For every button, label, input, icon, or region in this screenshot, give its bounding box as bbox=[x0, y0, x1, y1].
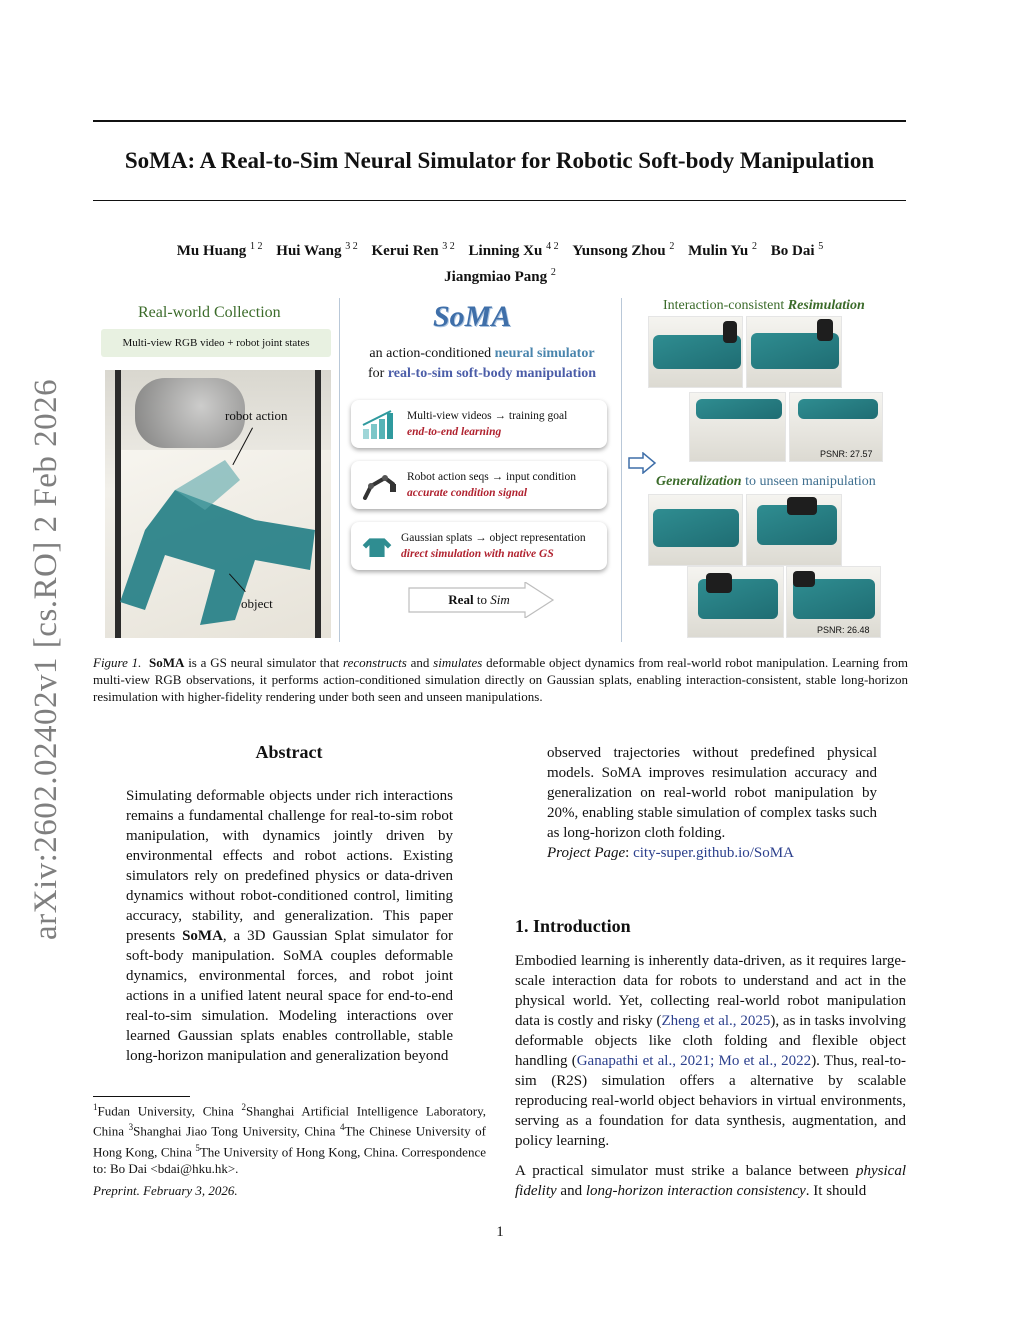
soma-logo: SoMA bbox=[433, 300, 512, 333]
general-frame-1 bbox=[648, 494, 743, 566]
author-name: Mu Huang $^{1 2}$ bbox=[176, 241, 263, 259]
author-name: Bo Dai $^5$ bbox=[770, 241, 824, 259]
abstract-body: Simulating deformable objects under rich interactions remains a fundamental challenge for real-to-sim robot manipulation, with dynamics jointly driven by environmental effects and robot actions. Existing simulators rely on predefined physics or data-driven dynamics without robot-conditioned control, limiting accuracy, stability, and generalization. This paper presents SoMA, a 3D Gaussian Splat simulator for soft-body manipulation. SoMA couples deformable dynamics, environmental forces, and robot joint actions in a unified latent neural space for end-to-end real-to-sim simulation. Modeling interactions over learned Gaussian splats enables controllable, stable long-horizon manipulation and generalization beyond bbox=[126, 788, 454, 1064]
abstract-heading: Abstract bbox=[255, 742, 323, 762]
resim-frame-4 bbox=[789, 392, 883, 462]
general-frame-3 bbox=[687, 566, 784, 638]
preprint-date: Preprint. February 3, 2026. bbox=[93, 1183, 238, 1198]
card-multiview: Multi-view videos → training goal end-to-end learning bbox=[351, 400, 607, 448]
general-frame-4 bbox=[786, 566, 881, 638]
affiliations-footnote: $^1$Fudan University, China $^2$Shanghai Artificial Intelligence Laboratory, China $^3$Shanghai Jiao Tong University, China $^4$The Chinese University of Hong Kong, China $^5$The University of Hong Kong, China. Correspondence to: Bo Dai <bdai@hku.hk>. bbox=[93, 1102, 487, 1176]
author-name: Jiangmiao Pang $^2$ bbox=[444, 267, 556, 285]
author-name: Yunsong Zhou $^2$ bbox=[572, 241, 675, 259]
sweater-shape bbox=[105, 370, 331, 638]
title-rule-top bbox=[93, 120, 906, 122]
figure-divider-right bbox=[621, 298, 622, 642]
real-world-collection-title: Real-world Collection bbox=[138, 304, 281, 321]
robot-arm-icon bbox=[361, 470, 399, 500]
title-rule-bottom bbox=[93, 200, 906, 201]
introduction-paragraph-2: A practical simulator must strike a balance between physical fidelity and long-horizon interaction consistency. It should bbox=[515, 1163, 906, 1199]
card-gaussian-splats: Gaussian splats → object representation direct simulation with native GS bbox=[351, 522, 607, 570]
real-world-caption: Multi-view RGB video + robot joint states bbox=[101, 329, 331, 357]
soma-description: an action-conditioned neural simulator for real-to-sim soft-body manipulation bbox=[367, 346, 597, 381]
card-robot-action: Robot action seqs → input condition accurate condition signal bbox=[351, 461, 607, 509]
author-affiliation: 5 bbox=[818, 241, 824, 252]
introduction-paragraph-1: Embodied learning is inherently data-driven, as it requires large-scale interaction data for robots to understand and act in the physical world. Yet, collecting real-world robot manipulation data is costly and risky (Zheng et al., 2025), as in tasks involving deformable objects like cloth folding and flexible object handling (Ganapathi et al., 2021; Mo et al., 2022). Thus, real-to-sim (R2S) simulation offers a alternative by scalable reproducing real-world object behaviors in virtual environments, serving as a foundation for data synthesis, augmentation, and policy learning. bbox=[515, 953, 906, 1149]
author-affiliation: 2 bbox=[669, 241, 675, 252]
abstract-continued: observed trajectories without predefined physical models. SoMA improves resimulation accuracy and generalization on real-world robot manipulation by 20%, enabling stable simulation of complex tasks such as long-horizon cloth folding. Project Page: city-super.github.io/SoMA bbox=[547, 745, 877, 861]
project-page-link[interactable]: city-super.github.io/SoMA bbox=[633, 845, 794, 861]
author-name: Mulin Yu $^2$ bbox=[688, 241, 758, 259]
author-affiliation: 2 bbox=[752, 241, 758, 252]
generalization-heading: Generalization to unseen manipulation bbox=[656, 474, 876, 489]
figure-divider-left bbox=[339, 298, 340, 642]
robot-photo bbox=[105, 370, 331, 638]
psnr-value-2: PSNR: 26.48 bbox=[817, 625, 870, 635]
bar-chart-icon bbox=[361, 409, 399, 439]
arxiv-stamp: arXiv:2602.02402v1 [cs.RO] 2 Feb 2026 bbox=[28, 378, 64, 940]
author-affiliation: 3 2 bbox=[345, 241, 358, 252]
citation-zheng[interactable]: Zheng et al., 2025 bbox=[661, 1013, 771, 1029]
figure-caption: Figure 1. SoMA is a GS neural simulator that reconstructs and simulates deformable object dynamics from real-world robot manipulation. Learning from multi-view RGB observations, it performs action-conditioned simulation directly on Gaussian splats, enabling interaction-consistent, stable long-horizon resimulation with higher-fidelity rendering under both seen and unseen manipulations. bbox=[93, 655, 909, 704]
footnote-rule bbox=[93, 1096, 190, 1097]
resim-frame-2 bbox=[746, 316, 842, 388]
author-name: Hui Wang $^{3 2}$ bbox=[276, 241, 358, 259]
sweater-icon bbox=[361, 531, 393, 561]
author-affiliation: 2 bbox=[550, 267, 556, 278]
page-number: 1 bbox=[496, 1224, 504, 1240]
resim-frame-3 bbox=[689, 392, 786, 462]
author-affiliation: 3 2 bbox=[442, 241, 455, 252]
author-affiliation: 1 2 bbox=[250, 241, 263, 252]
resimulation-heading: Interaction-consistent Resimulation bbox=[663, 298, 865, 313]
psnr-value-1: PSNR: 27.57 bbox=[820, 449, 873, 459]
author-list bbox=[120, 236, 880, 288]
author-name: Linning Xu $^{4 2}$ bbox=[468, 241, 559, 259]
author-name: Kerui Ren $^{3 2}$ bbox=[371, 241, 455, 259]
label-robot-action: robot action bbox=[225, 408, 288, 423]
real-to-sim-label: Real to Sim bbox=[448, 592, 510, 607]
resim-frame-1 bbox=[648, 316, 743, 388]
figure-1 bbox=[93, 296, 908, 646]
citation-ganapathi-mo[interactable]: Ganapathi et al., 2021; Mo et al., 2022 bbox=[576, 1053, 812, 1069]
general-frame-2 bbox=[746, 494, 842, 566]
paper-title: SoMA: A Real-to-Sim Neural Simulator for Robotic Soft-body Manipulation bbox=[124, 148, 875, 173]
author-affiliation: 4 2 bbox=[546, 241, 559, 252]
label-object: object bbox=[241, 596, 273, 611]
arrow-right-icon bbox=[627, 452, 657, 474]
introduction-heading: 1. Introduction bbox=[515, 916, 631, 936]
